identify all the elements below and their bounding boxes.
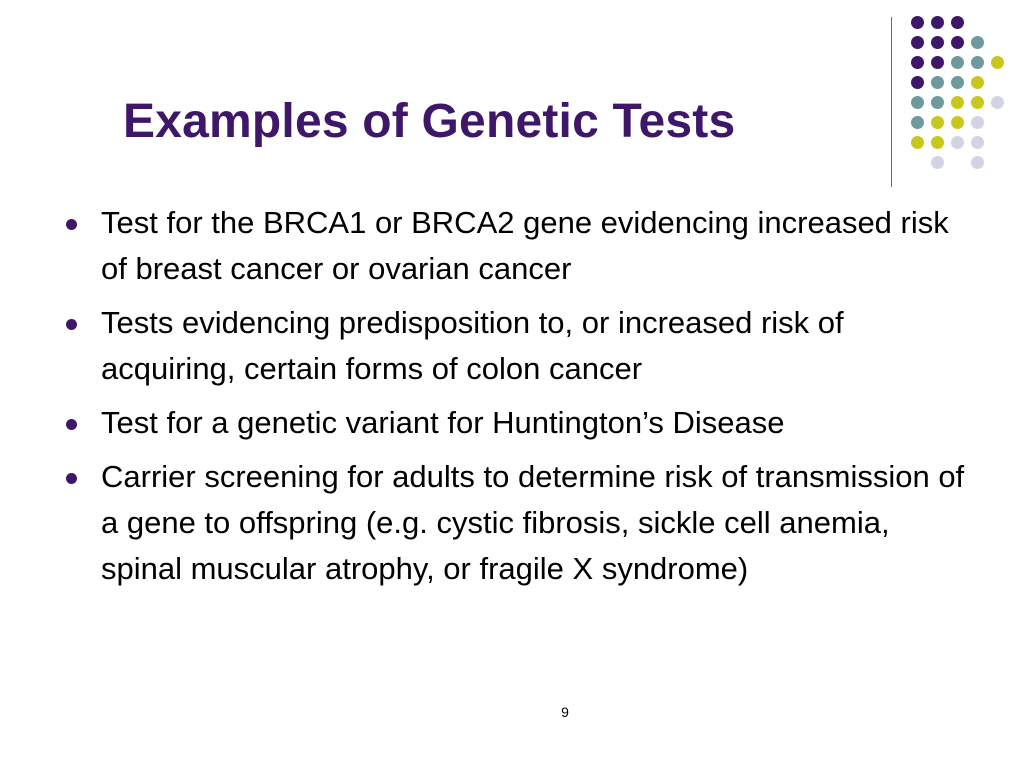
yellow-dot-icon [951, 96, 964, 109]
bullet-item-carrier-screening [66, 454, 966, 592]
bullet-dot-icon [66, 419, 77, 430]
purple-dot-icon [911, 56, 924, 69]
bullet-dot-icon [66, 473, 77, 484]
bullet-item-huntington [66, 400, 966, 446]
yellow-dot-icon [931, 116, 944, 129]
lavender-dot-icon [971, 136, 984, 149]
yellow-dot-icon [911, 136, 924, 149]
bullet-dot-icon [66, 219, 77, 230]
teal-dot-icon [951, 76, 964, 89]
bullet-text: Test for the BRCA1 or BRCA2 gene evidencing increased risk of breast cancer or ovarian cancer [101, 205, 949, 286]
yellow-dot-icon [951, 116, 964, 129]
teal-dot-icon [951, 56, 964, 69]
teal-dot-icon [971, 56, 984, 69]
yellow-dot-icon [971, 96, 984, 109]
bullet-item-brca [66, 200, 966, 292]
slide-title: Examples of Genetic Tests [123, 95, 736, 148]
lavender-dot-icon [951, 136, 964, 149]
purple-dot-icon [911, 36, 924, 49]
purple-dot-icon [931, 36, 944, 49]
purple-dot-icon [911, 16, 924, 29]
teal-dot-icon [911, 96, 924, 109]
yellow-dot-icon [931, 136, 944, 149]
teal-dot-icon [931, 76, 944, 89]
teal-dot-icon [911, 116, 924, 129]
lavender-dot-icon [971, 156, 984, 169]
purple-dot-icon [951, 36, 964, 49]
teal-dot-icon [971, 36, 984, 49]
purple-dot-icon [911, 76, 924, 89]
bullet-text: Carrier screening for adults to determine risk of transmission of a gene to offspring (e.g. cystic fibrosis, sickle cell anemia, spinal muscular atrophy, or fragile X syndrome) [101, 459, 965, 586]
yellow-dot-icon [971, 76, 984, 89]
purple-dot-icon [931, 56, 944, 69]
bullet-item-colon-cancer [66, 300, 966, 392]
lavender-dot-icon [971, 116, 984, 129]
yellow-dot-icon [991, 56, 1004, 69]
teal-dot-icon [931, 96, 944, 109]
bullet-text: Test for a genetic variant for Huntington’s Disease [101, 405, 785, 440]
purple-dot-icon [951, 16, 964, 29]
purple-dot-icon [931, 16, 944, 29]
lavender-dot-icon [931, 156, 944, 169]
bullet-list [66, 200, 966, 600]
bullet-dot-icon [66, 319, 77, 330]
vertical-divider [891, 17, 892, 187]
lavender-dot-icon [991, 96, 1004, 109]
page-number: 9 [561, 704, 569, 720]
bullet-text: Tests evidencing predisposition to, or increased risk of acquiring, certain forms of colon cancer [101, 305, 844, 386]
